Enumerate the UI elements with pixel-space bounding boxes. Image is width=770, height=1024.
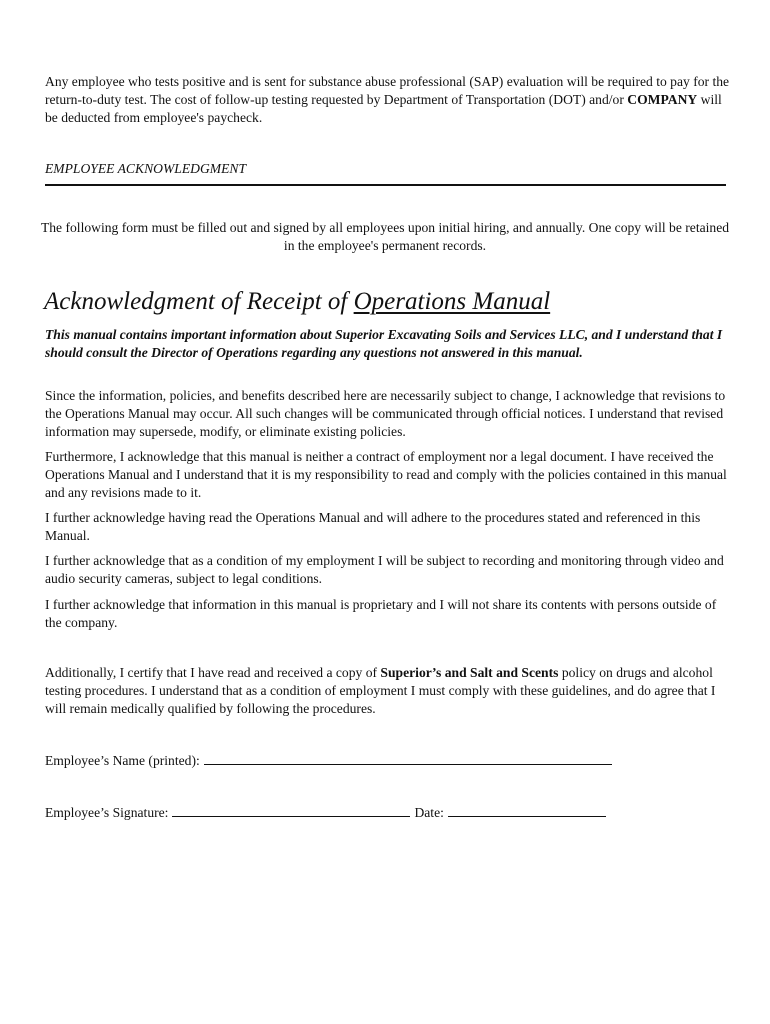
certify-before: Additionally, I certify that I have read and received a copy of bbox=[45, 665, 381, 680]
paragraph-adhere: I further acknowledge having read the Operations Manual and will adhere to the procedures stated and referenced in this Manual. bbox=[45, 510, 701, 543]
certify-paragraph bbox=[45, 664, 735, 718]
policy-name: Superior’s and Salt and Scents bbox=[380, 665, 559, 680]
employee-name-label: Employee’s Name (printed): bbox=[45, 753, 200, 768]
paragraph-changes: Since the information, policies, and benefits described here are necessarily subject to change, I acknowledge that revisions to the Operations Manual may occur. All such changes will be communicated through official notices. I understand that revised information may supersede, modify, or eliminate existing policies. bbox=[45, 388, 726, 439]
intro-text: The following form must be filled out and signed by all employees upon initial hiring, and annually. One copy will be retained in the employee's permanent records. bbox=[40, 220, 730, 253]
date-label: Date: bbox=[414, 805, 444, 820]
section-divider bbox=[45, 184, 726, 186]
company-name: COMPANY bbox=[627, 92, 698, 107]
employee-name-row bbox=[45, 750, 612, 770]
signature-label: Employee’s Signature: bbox=[45, 805, 169, 820]
paragraph-monitoring: I further acknowledge that as a condition of my employment I will be subject to recording and monitoring through video and audio security cameras, subject to legal conditions. bbox=[45, 553, 724, 586]
title-underlined: Operations Manual bbox=[353, 288, 551, 315]
sap-text-before: Any employee who tests positive and is sent for substance abuse professional (SAP) evaluation will be required to pay for the return-to-duty test. The cost of follow-up testing requested by Department of Transportation (DOT) and/or bbox=[45, 74, 730, 107]
section-label: EMPLOYEE ACKNOWLEDGMENT bbox=[45, 161, 247, 176]
document-title bbox=[44, 286, 550, 318]
sap-paragraph bbox=[45, 73, 735, 127]
signature-field[interactable] bbox=[172, 802, 410, 817]
lead-statement: This manual contains important information about Superior Excavating Soils and Services LLC, and I understand that I should consult the Director of Operations regarding any questions not answered in this manual. bbox=[45, 327, 723, 360]
employee-name-field[interactable] bbox=[204, 750, 612, 765]
signature-row bbox=[45, 802, 606, 822]
date-field[interactable] bbox=[448, 802, 606, 817]
certify-after: policy on drugs and alcohol testing procedures. I understand that as a condition of employment I must comply with these guidelines, and do agree that I will remain medically qualified by following the procedures. bbox=[45, 665, 716, 716]
paragraph-not-contract: Furthermore, I acknowledge that this manual is neither a contract of employment nor a legal document. I have received the Operations Manual and I understand that it is my responsibility to read and comply with the policies contained in this manual and any revisions made to it. bbox=[45, 449, 727, 500]
paragraph-proprietary: I further acknowledge that information in this manual is proprietary and I will not share its contents with persons outside of the company. bbox=[45, 597, 717, 630]
sap-text-after: will be deducted from employee's paycheck. bbox=[45, 92, 722, 125]
title-prefix: Acknowledgment of Receipt of bbox=[44, 288, 354, 315]
